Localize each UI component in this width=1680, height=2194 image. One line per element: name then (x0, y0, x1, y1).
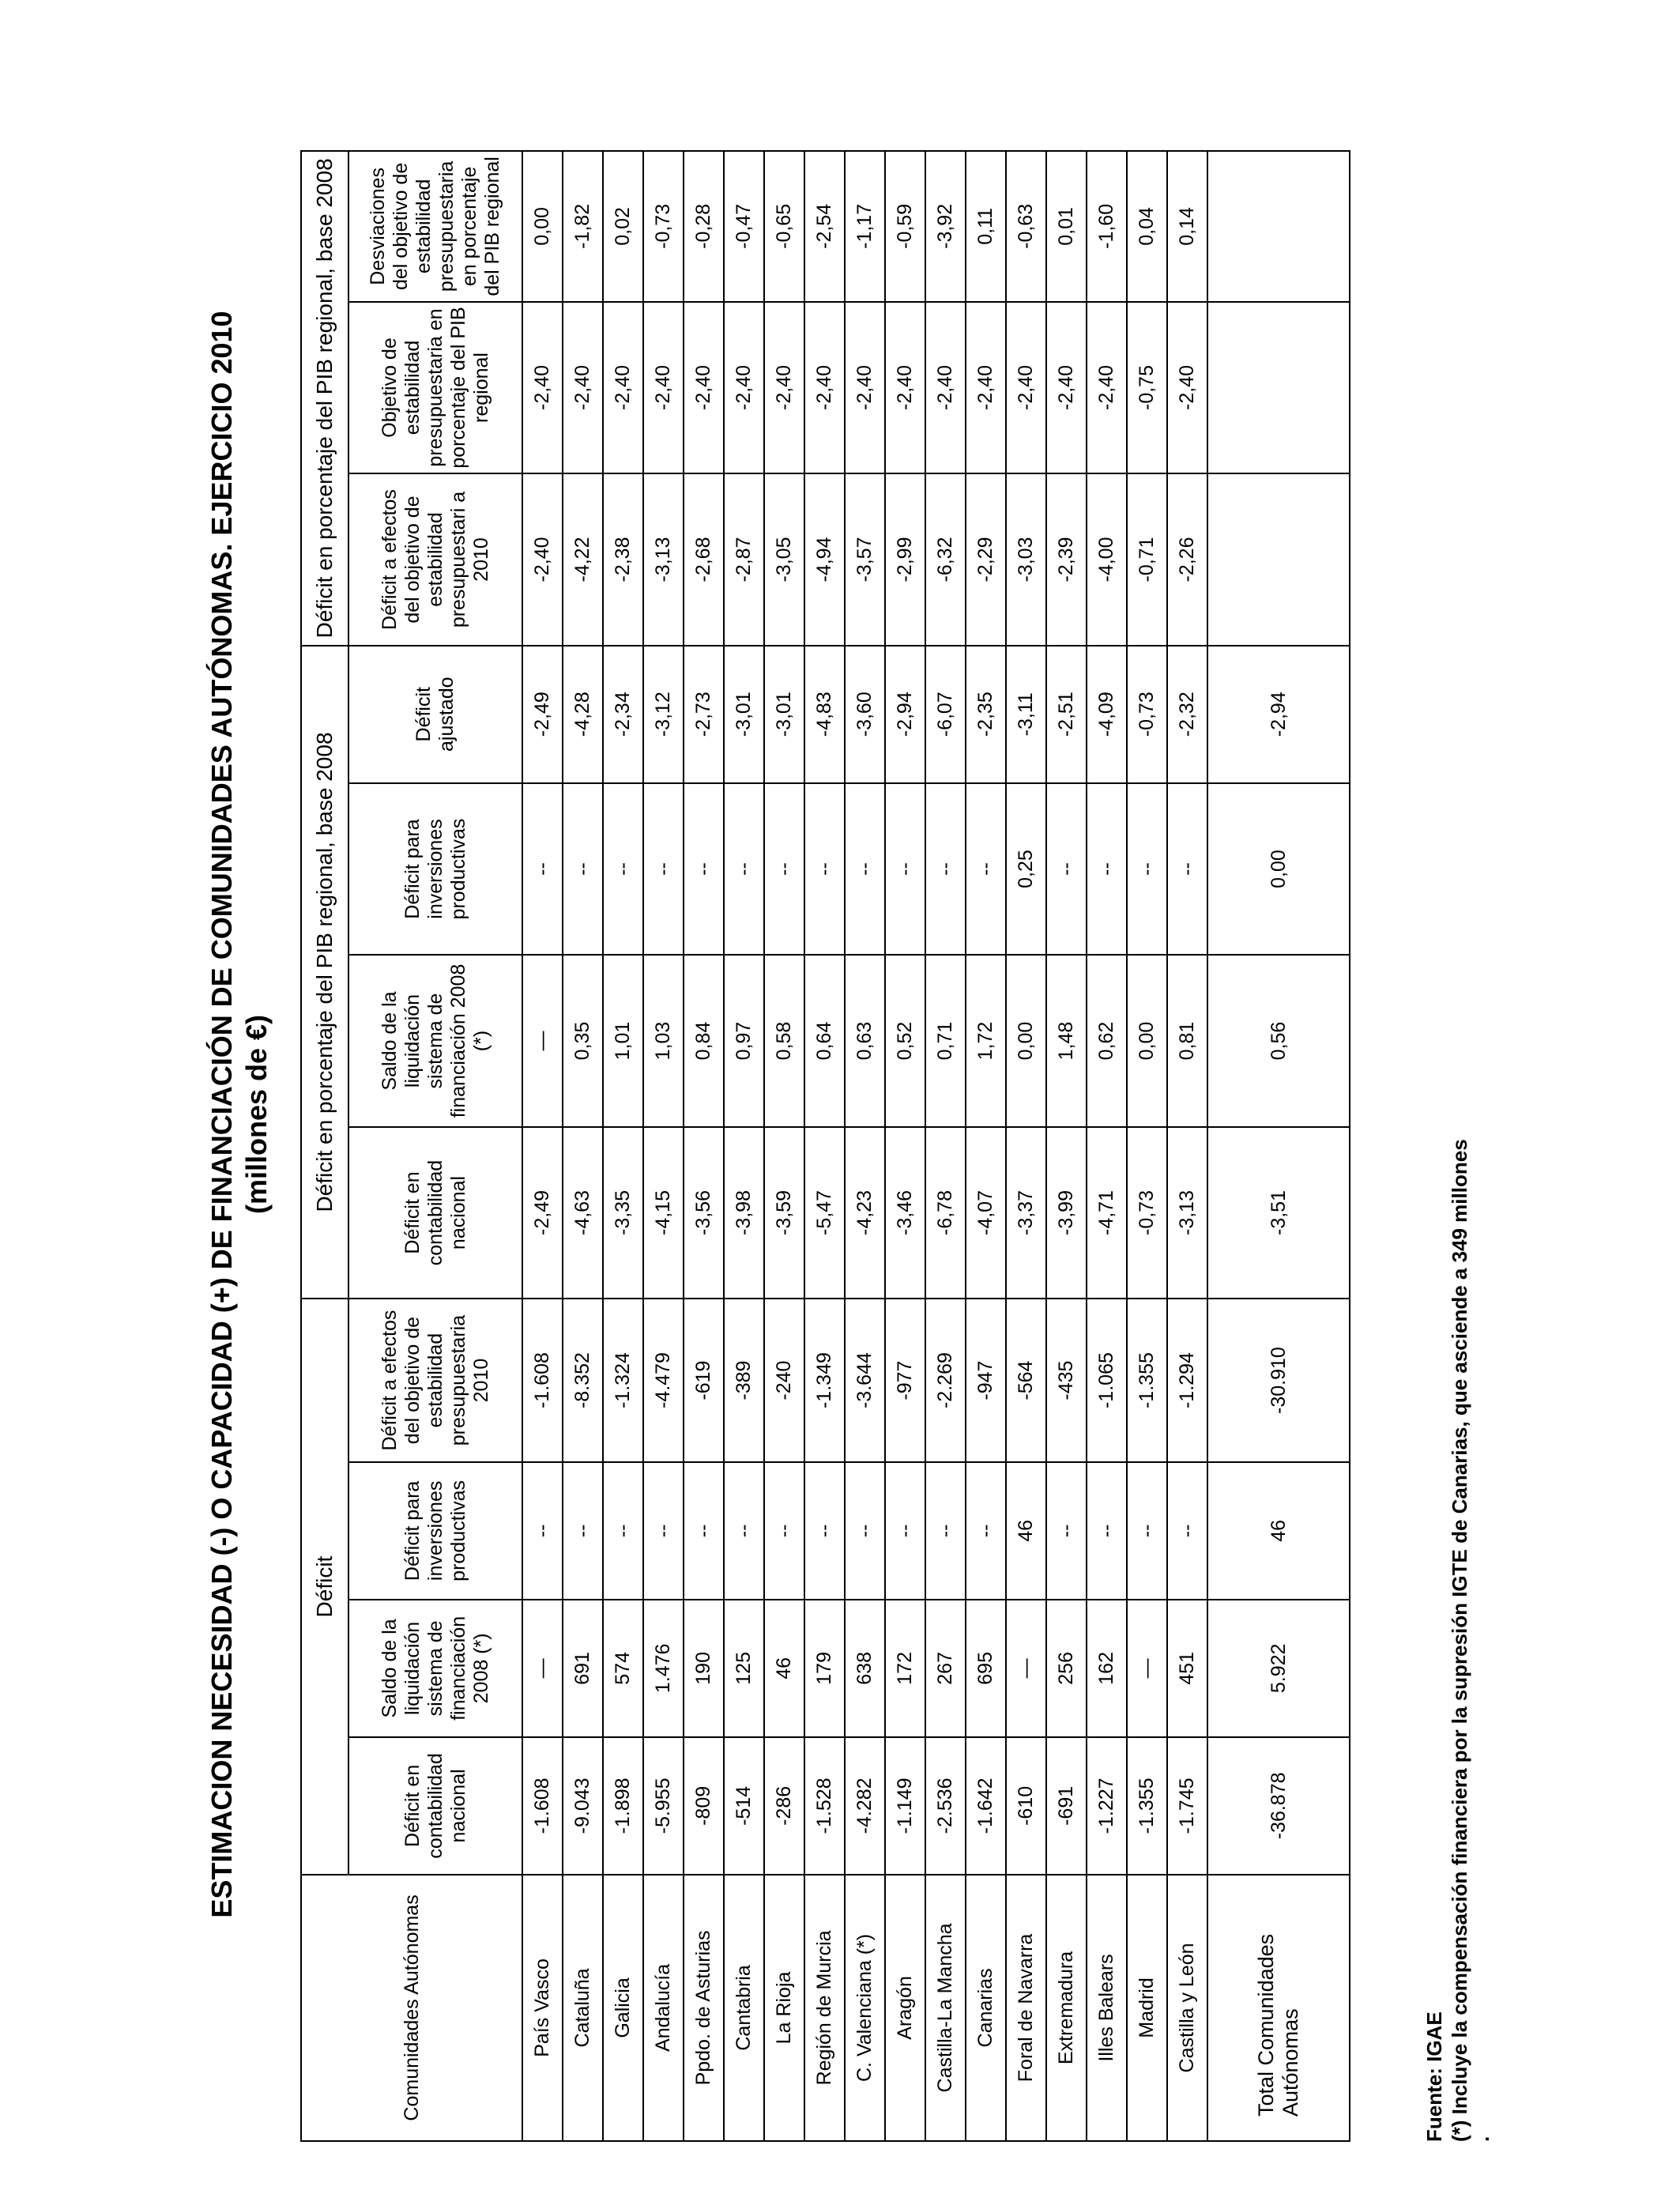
table-cell: -4,07 (966, 1127, 1006, 1299)
table-cell: -- (563, 1462, 603, 1600)
col-header: Déficit para inversiones productivas (348, 1462, 522, 1600)
table-cell: -2,35 (966, 646, 1006, 783)
header-group-pib: Déficit en porcentaje del PIB regional, base 2008 (301, 646, 348, 1299)
table-cell: -3,60 (845, 646, 885, 783)
table-cell: -2,73 (684, 646, 724, 783)
region-name: La Rioja (764, 1875, 804, 2141)
table-cell: -- (885, 783, 925, 956)
table-cell: -4.479 (643, 1299, 684, 1462)
table-cell: -0,71 (1127, 473, 1167, 646)
table-cell: -1.294 (1167, 1299, 1207, 1462)
total-cell (1207, 151, 1350, 302)
table-cell: -3.644 (845, 1299, 885, 1462)
table-cell: -0,59 (885, 151, 925, 302)
table-cell: -2,40 (925, 302, 966, 474)
region-name: C. Valenciana (*) (845, 1875, 885, 2141)
table-cell: -- (966, 783, 1006, 956)
col-header: Déficit a efectos del objetivo de estabilidad presupuestari a 2010 (348, 473, 522, 646)
table-cell: 1.476 (643, 1600, 684, 1737)
table-cell: -286 (764, 1737, 804, 1875)
table-cell: -3,11 (1006, 646, 1046, 783)
table-cell: 638 (845, 1600, 885, 1737)
table-cell: -2,40 (684, 302, 724, 474)
table-cell: -1.149 (885, 1737, 925, 1875)
table-cell: -2,26 (1167, 473, 1207, 646)
footnote-dot: . (1470, 2136, 1494, 2142)
table-body (522, 151, 1350, 2141)
total-cell: 46 (1207, 1462, 1350, 1600)
table-cell: -1.745 (1167, 1737, 1207, 1875)
table-cell: -947 (966, 1299, 1006, 1462)
table-cell: -- (684, 783, 724, 956)
table-cell: -8.352 (563, 1299, 603, 1462)
table-cell: 695 (966, 1600, 1006, 1737)
table-cell: -619 (684, 1299, 724, 1462)
table-cell: -1,82 (563, 151, 603, 302)
table-cell: 1,72 (966, 955, 1006, 1127)
table-cell: -2,39 (1046, 473, 1087, 646)
table-cell: 0,01 (1046, 151, 1087, 302)
table-cell: -2,34 (603, 646, 643, 783)
table-cell: -0,28 (684, 151, 724, 302)
table-cell: -- (724, 783, 764, 956)
table-row (845, 151, 885, 2141)
table-cell: -- (1167, 1462, 1207, 1600)
total-row (1207, 151, 1350, 2141)
table-cell: 267 (925, 1600, 966, 1737)
table-cell: -4,71 (1087, 1127, 1127, 1299)
table-cell: -4.282 (845, 1737, 885, 1875)
col-header: Déficit para inversiones productivas (348, 783, 522, 956)
table-cell: -- (1087, 1462, 1127, 1600)
table-cell: -3,35 (603, 1127, 643, 1299)
table-cell: -4,63 (563, 1127, 603, 1299)
table-cell: -5,47 (804, 1127, 845, 1299)
region-name: Foral de Navarra (1006, 1875, 1046, 2141)
table-cell: -1.528 (804, 1737, 845, 1875)
table-cell: -1.608 (522, 1737, 563, 1875)
table-cell: 46 (1006, 1462, 1046, 1600)
table-cell: 0,00 (522, 151, 563, 302)
table-cell: -2,40 (885, 302, 925, 474)
table-cell: -2,68 (684, 473, 724, 646)
table-cell: -2,99 (885, 473, 925, 646)
table-cell: -- (764, 1462, 804, 1600)
page-title: ESTIMACION NECESIDAD (-) O CAPACIDAD (+) DE FINANCIACIÓN DE COMUNIDADES AUTÓNOMAS. EJERCICIO 2010 (205, 311, 238, 1918)
table-cell: -2,54 (804, 151, 845, 302)
table-cell: -0,65 (764, 151, 804, 302)
table-cell: -2,94 (885, 646, 925, 783)
table-cell: -1.355 (1127, 1299, 1167, 1462)
table-cell: 691 (563, 1600, 603, 1737)
table-row (966, 151, 1006, 2141)
table-cell: -2,51 (1046, 646, 1087, 783)
region-name: País Vasco (522, 1875, 563, 2141)
table-cell: -2,49 (522, 1127, 563, 1299)
table-cell: 0,84 (684, 955, 724, 1127)
table-cell: -4,15 (643, 1127, 684, 1299)
total-cell: -36.878 (1207, 1737, 1350, 1875)
table-cell: 0,00 (1006, 955, 1046, 1127)
table-cell: -- (603, 783, 643, 956)
table-cell: -389 (724, 1299, 764, 1462)
table-cell: 46 (764, 1600, 804, 1737)
table-cell: -4,09 (1087, 646, 1127, 783)
col-header: Déficit a efectos del objetivo de estabilidad presupuestaria 2010 (348, 1299, 522, 1462)
table-cell: -- (1046, 1462, 1087, 1600)
table-cell: 162 (1087, 1600, 1127, 1737)
table-row (764, 151, 804, 2141)
table-cell: 0,04 (1127, 151, 1167, 302)
table-cell: — (1127, 1600, 1167, 1737)
table-cell: -4,00 (1087, 473, 1127, 646)
total-cell: 0,56 (1207, 955, 1350, 1127)
table-cell: -2,40 (724, 302, 764, 474)
table-cell: 179 (804, 1600, 845, 1737)
table-cell: -- (1046, 783, 1087, 956)
region-name: Madrid (1127, 1875, 1167, 2141)
table-cell: -1.642 (966, 1737, 1006, 1875)
table-row (1087, 151, 1127, 2141)
region-name: Extremadura (1046, 1875, 1087, 2141)
table-cell: -2.269 (925, 1299, 966, 1462)
table-cell: -2,32 (1167, 646, 1207, 783)
table-cell: -2,40 (1046, 302, 1087, 474)
table-cell: -514 (724, 1737, 764, 1875)
col-header: Desviaciones del objetivo de estabilidad presupuestaria en porcentaje del PIB regional (348, 151, 522, 302)
region-name: Illes Balears (1087, 1875, 1127, 2141)
table-cell: -1.065 (1087, 1299, 1127, 1462)
header-group-deficit: Déficit (301, 1299, 348, 1875)
region-name: Castilla y León (1167, 1875, 1207, 2141)
table-cell: 0,97 (724, 955, 764, 1127)
table-cell: -- (925, 1462, 966, 1600)
table-cell: -2,29 (966, 473, 1006, 646)
table-cell: 172 (885, 1600, 925, 1737)
table-cell: -2,38 (603, 473, 643, 646)
total-cell: -3,51 (1207, 1127, 1350, 1299)
table-cell: -0,75 (1127, 302, 1167, 474)
table-cell: -3,13 (643, 473, 684, 646)
table-row (1046, 151, 1087, 2141)
table-cell: -- (563, 783, 603, 956)
table-cell: -2,40 (603, 302, 643, 474)
source-note: Fuente: IGAE (1422, 2011, 1446, 2142)
table-cell: -1,17 (845, 151, 885, 302)
total-cell: 0,00 (1207, 783, 1350, 956)
table-row (925, 151, 966, 2141)
table-cell: -2,40 (522, 302, 563, 474)
table-cell: 1,48 (1046, 955, 1087, 1127)
table-cell: — (522, 1600, 563, 1737)
col-header: Déficit en contabilidad nacional (348, 1127, 522, 1299)
table-cell: -2,40 (966, 302, 1006, 474)
table-cell: 1,03 (643, 955, 684, 1127)
table-cell: 0,64 (804, 955, 845, 1127)
table-cell: -6,32 (925, 473, 966, 646)
region-name: Canarias (966, 1875, 1006, 2141)
table-cell: -3,01 (764, 646, 804, 783)
table-cell: -- (522, 1462, 563, 1600)
table-cell: -3,13 (1167, 1127, 1207, 1299)
table-row (603, 151, 643, 2141)
table-cell: -2,40 (643, 302, 684, 474)
table-row (804, 151, 845, 2141)
table-cell: -0,73 (1127, 1127, 1167, 1299)
table-cell: -0,63 (1006, 151, 1046, 302)
footnote: (*) Incluye la compensación financiera por la supresión IGTE de Canarias, que asciende a 349 millones (1448, 1139, 1471, 2142)
table-cell: -1.227 (1087, 1737, 1127, 1875)
rotated-landscape-content (205, 55, 1494, 2173)
table-cell: -- (845, 1462, 885, 1600)
table-cell: -- (724, 1462, 764, 1600)
table-cell: -3,57 (845, 473, 885, 646)
table-cell: -2,40 (845, 302, 885, 474)
table-cell: -4,94 (804, 473, 845, 646)
table-cell: -3,99 (1046, 1127, 1087, 1299)
table-cell: -1.349 (804, 1299, 845, 1462)
table-row (724, 151, 764, 2141)
table-cell: 0,11 (966, 151, 1006, 302)
table-cell: -4,23 (845, 1127, 885, 1299)
table-cell: 0,25 (1006, 783, 1046, 956)
table-cell: -435 (1046, 1299, 1087, 1462)
table-cell: -- (603, 1462, 643, 1600)
table-cell: — (522, 955, 563, 1127)
table-cell: -9.043 (563, 1737, 603, 1875)
table-cell: -4,28 (563, 646, 603, 783)
table-cell: 0,81 (1167, 955, 1207, 1127)
total-cell: -2,94 (1207, 646, 1350, 783)
table-row (1006, 151, 1046, 2141)
table-cell: -1.355 (1127, 1737, 1167, 1875)
region-name: Cataluña (563, 1875, 603, 2141)
table-cell: -1.898 (603, 1737, 643, 1875)
total-cell: 5.922 (1207, 1600, 1350, 1737)
table-cell: 0,62 (1087, 955, 1127, 1127)
table-cell: -4,22 (563, 473, 603, 646)
col-header: Saldo de la liquidación sistema de financiación 2008 (*) (348, 955, 522, 1127)
table-row (643, 151, 684, 2141)
header-comunidades: Comunidades Autónomas (301, 1875, 522, 2141)
total-cell (1207, 473, 1350, 646)
table-cell: -0,73 (643, 151, 684, 302)
table-row (885, 151, 925, 2141)
region-name: Ppdo. de Asturias (684, 1875, 724, 2141)
table-cell: -2.536 (925, 1737, 966, 1875)
table-cell: -3,56 (684, 1127, 724, 1299)
table-cell: -- (804, 783, 845, 956)
table-cell: -3,59 (764, 1127, 804, 1299)
table-cell: -240 (764, 1299, 804, 1462)
table-cell: -- (1127, 783, 1167, 956)
table-cell: -2,40 (1087, 302, 1127, 474)
table-cell: — (1006, 1600, 1046, 1737)
table-cell: 0,52 (885, 955, 925, 1127)
region-name: Castilla-La Mancha (925, 1875, 966, 2141)
table-cell: -2,40 (522, 473, 563, 646)
table-cell: 190 (684, 1600, 724, 1737)
table-cell: -3,92 (925, 151, 966, 302)
table-cell: -1.608 (522, 1299, 563, 1462)
table-cell: -- (885, 1462, 925, 1600)
page-subtitle: (millones de €) (240, 1014, 273, 1215)
table-cell: -2,40 (1167, 302, 1207, 474)
col-header: Déficit en contabilidad nacional (348, 1737, 522, 1875)
table-cell: -564 (1006, 1299, 1046, 1462)
table-row (684, 151, 724, 2141)
table-cell: -- (764, 783, 804, 956)
table-row (1167, 151, 1207, 2141)
table-cell: -977 (885, 1299, 925, 1462)
table-cell: 451 (1167, 1600, 1207, 1737)
table-cell: -610 (1006, 1737, 1046, 1875)
table-cell: -4,83 (804, 646, 845, 783)
table-cell: 0,35 (563, 955, 603, 1127)
table-cell: 125 (724, 1600, 764, 1737)
table-cell: -- (925, 783, 966, 956)
table-cell: 256 (1046, 1600, 1087, 1737)
table-cell: -3,05 (764, 473, 804, 646)
total-label: Total Comunidades Autónomas (1207, 1875, 1350, 2141)
col-header: Saldo de la liquidación sistema de financiación 2008 (*) (348, 1600, 522, 1737)
table-cell: -2,40 (563, 302, 603, 474)
table-cell: -6,07 (925, 646, 966, 783)
table-cell: 0,71 (925, 955, 966, 1127)
table-cell: -809 (684, 1737, 724, 1875)
total-cell: -30.910 (1207, 1299, 1350, 1462)
table-cell: -- (1127, 1462, 1167, 1600)
table-row (1127, 151, 1167, 2141)
table-cell: -5.955 (643, 1737, 684, 1875)
table-cell: -2,49 (522, 646, 563, 783)
table-cell: 0,58 (764, 955, 804, 1127)
table-cell: -- (1087, 783, 1127, 956)
table-cell: -6,78 (925, 1127, 966, 1299)
header-group-pib-2: Déficit en porcentaje del PIB regional, base 2008 (301, 151, 348, 646)
region-name: Galicia (603, 1875, 643, 2141)
region-name: Región de Murcia (804, 1875, 845, 2141)
table-cell: -- (804, 1462, 845, 1600)
financing-table (300, 150, 1350, 2142)
region-name: Andalucía (643, 1875, 684, 2141)
table-cell: 574 (603, 1600, 643, 1737)
table-cell: -3,46 (885, 1127, 925, 1299)
table-cell: -- (1167, 783, 1207, 956)
table-cell: -2,40 (1006, 302, 1046, 474)
region-name: Cantabria (724, 1875, 764, 2141)
table-cell: 0,63 (845, 955, 885, 1127)
table-cell: -1.324 (603, 1299, 643, 1462)
table-cell: -3,37 (1006, 1127, 1046, 1299)
table-cell: -2,40 (764, 302, 804, 474)
table-cell: -3,03 (1006, 473, 1046, 646)
table-cell: -3,01 (724, 646, 764, 783)
table-cell: -3,12 (643, 646, 684, 783)
table-cell: -2,87 (724, 473, 764, 646)
table-cell: -- (522, 783, 563, 956)
table-cell: -0,73 (1127, 646, 1167, 783)
table-row (563, 151, 603, 2141)
col-header: Objetivo de estabilidad presupuestaria en porcentaje del PIB regional (348, 302, 522, 474)
table-cell: -- (643, 783, 684, 956)
table-cell: 0,14 (1167, 151, 1207, 302)
table-cell: -1,60 (1087, 151, 1127, 302)
table-cell: -- (845, 783, 885, 956)
col-header: Déficit ajustado (348, 646, 522, 783)
table-cell: 0,00 (1127, 955, 1167, 1127)
table-cell: -0,47 (724, 151, 764, 302)
table-cell: 1,01 (603, 955, 643, 1127)
total-cell (1207, 302, 1350, 474)
table-cell: -691 (1046, 1737, 1087, 1875)
table-row (522, 151, 563, 2141)
table-cell: -2,40 (804, 302, 845, 474)
table-cell: 0,02 (603, 151, 643, 302)
table-cell: -- (684, 1462, 724, 1600)
region-name: Aragón (885, 1875, 925, 2141)
table-cell: -- (643, 1462, 684, 1600)
table-cell: -3,98 (724, 1127, 764, 1299)
table-cell: -- (966, 1462, 1006, 1600)
